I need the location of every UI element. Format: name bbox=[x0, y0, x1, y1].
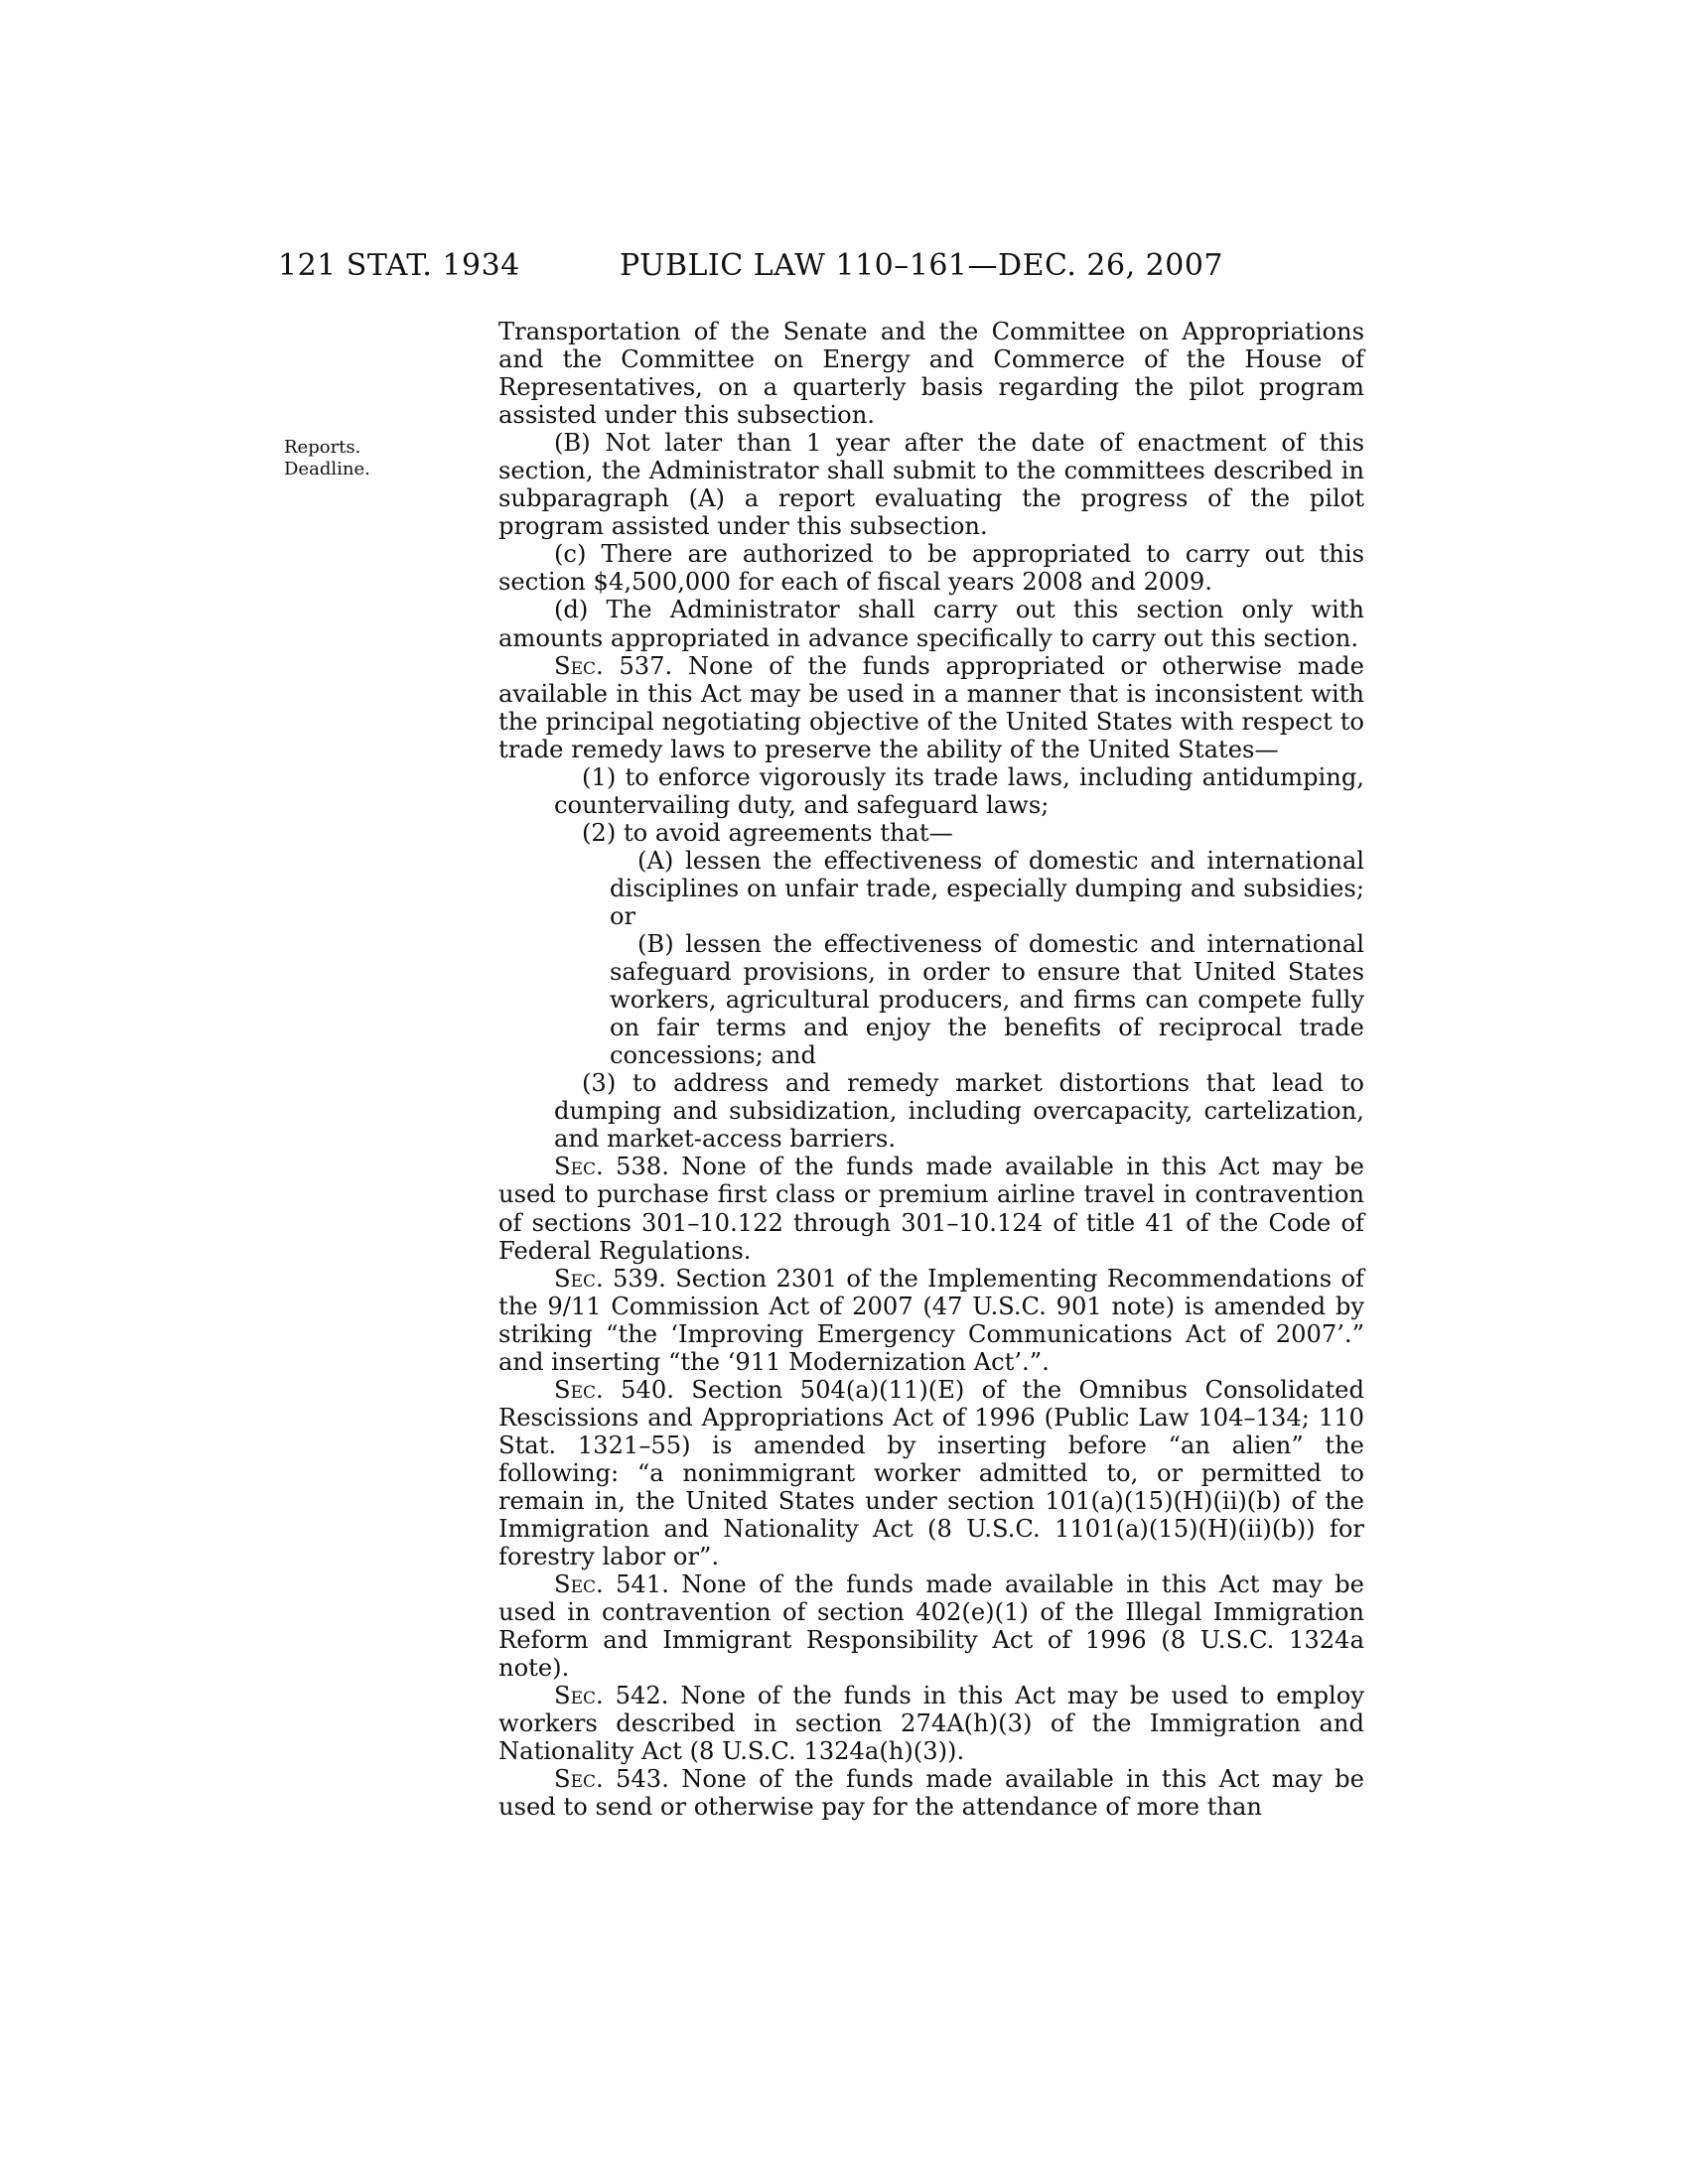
margin-note-deadline: Deadline. bbox=[284, 459, 370, 479]
statute-page-reference: 121 STAT. 1934 bbox=[278, 248, 520, 283]
paragraph-continuation: Transportation of the Senate and the Committee on Appropriations and the Committee on Energy and Commerce of the House of Representatives, on a quarterly basis regarding the pilot program assisted under this subsection. bbox=[498, 318, 1364, 430]
section-543: Sec. 543. None of the funds made available in this Act may be used to send or otherwise pay for the attendance of more than bbox=[498, 1765, 1364, 1822]
section-537: Sec. 537. None of the funds appropriated or otherwise made available in this Act may be used in a manner that is inconsistent with the principal negotiating objective of the United States with respect to trade remedy laws to preserve the ability of the United States— bbox=[498, 651, 1364, 763]
page-header bbox=[0, 248, 1688, 288]
public-law-title: PUBLIC LAW 110–161—DEC. 26, 2007 bbox=[620, 248, 1224, 283]
section-538: Sec. 538. None of the funds made available in this Act may be used to purchase first class or premium airline travel in contravention of sections 301–10.122 through 301–10.124 of title 41 of the Code of Federal Regulations. bbox=[498, 1153, 1364, 1265]
section-number: Sec. 543. bbox=[554, 1765, 669, 1794]
margin-note bbox=[284, 437, 413, 480]
section-540: Sec. 540. Section 504(a)(11)(E) of the Omnibus Consolidated Rescissions and Appropriations Act of 1996 (Public Law 104–134; 110 Stat. 1321–55) is amended by inserting before “an alien” the following: “a nonimmigrant worker admitted to, or permitted to remain in, the United States under section 101(a)(15)(H)(ii)(b) of the Immigration and Nationality Act (8 U.S.C. 1101(a)(15)(H)(ii)(b)) for forestry labor or”. bbox=[498, 1375, 1364, 1571]
section-542: Sec. 542. None of the funds in this Act may be used to employ workers described in section 274A(h)(3) of the Immigration and Nationality Act (8 U.S.C. 1324a(h)(3)). bbox=[498, 1682, 1364, 1766]
section-number: Sec. 538. bbox=[554, 1153, 669, 1181]
section-number: Sec. 541. bbox=[554, 1570, 669, 1599]
section-539: Sec. 539. Section 2301 of the Implementing Recommendations of the 9/11 Commission Act of 2007 (47 U.S.C. 901 note) is amended by striking “the ‘Improving Emergency Communications Act of 2007’.” and inserting “the ‘911 Modernization Act’.”. bbox=[498, 1264, 1364, 1376]
paragraph-537-3: (3) to address and remedy market distortions that lead to dumping and subsidization, including overcapacity, cartelization, and market-access barriers. bbox=[554, 1069, 1364, 1154]
paragraph-537-1: (1) to enforce vigorously its trade laws, including antidumping, countervailing duty, and safeguard laws; bbox=[554, 762, 1364, 819]
paragraph-subparagraph-b: (B) Not later than 1 year after the date of enactment of this section, the Administrator shall submit to the committees described in subparagraph (A) a report evaluating the progress of the pilot program assisted under this subsection. bbox=[498, 429, 1364, 541]
section-number: Sec. 540. bbox=[554, 1375, 674, 1404]
document-body bbox=[498, 318, 1364, 1822]
section-541: Sec. 541. None of the funds made available in this Act may be used in contravention of section 402(e)(1) of the Illegal Immigration Reform and Immigrant Responsibility Act of 1996 (8 U.S.C. 1324a note). bbox=[498, 1570, 1364, 1683]
section-number: Sec. 542. bbox=[554, 1682, 669, 1710]
section-number: Sec. 537. bbox=[554, 651, 673, 680]
margin-note-reports: Reports. bbox=[284, 437, 361, 458]
paragraph-537-2-a: (A) lessen the effectiveness of domestic and international disciplines on unfair trade, especially dumping and subsidies; or bbox=[610, 846, 1364, 930]
section-number: Sec. 539. bbox=[554, 1264, 666, 1293]
paragraph-537-2-b: (B) lessen the effectiveness of domestic and international safeguard provisions, in order to ensure that United States workers, agricultural producers, and firms can compete fully on fair terms and enjoy the benefits of reciprocal trade concessions; and bbox=[610, 930, 1364, 1070]
paragraph-537-2: (2) to avoid agreements that— bbox=[582, 818, 953, 847]
paragraph-subsection-c: (c) There are authorized to be appropriated to carry out this section $4,500,000 for each of fiscal years 2008 and 2009. bbox=[498, 540, 1364, 597]
paragraph-subsection-d: (d) The Administrator shall carry out this section only with amounts appropriated in advance specifically to carry out this section. bbox=[498, 596, 1364, 652]
